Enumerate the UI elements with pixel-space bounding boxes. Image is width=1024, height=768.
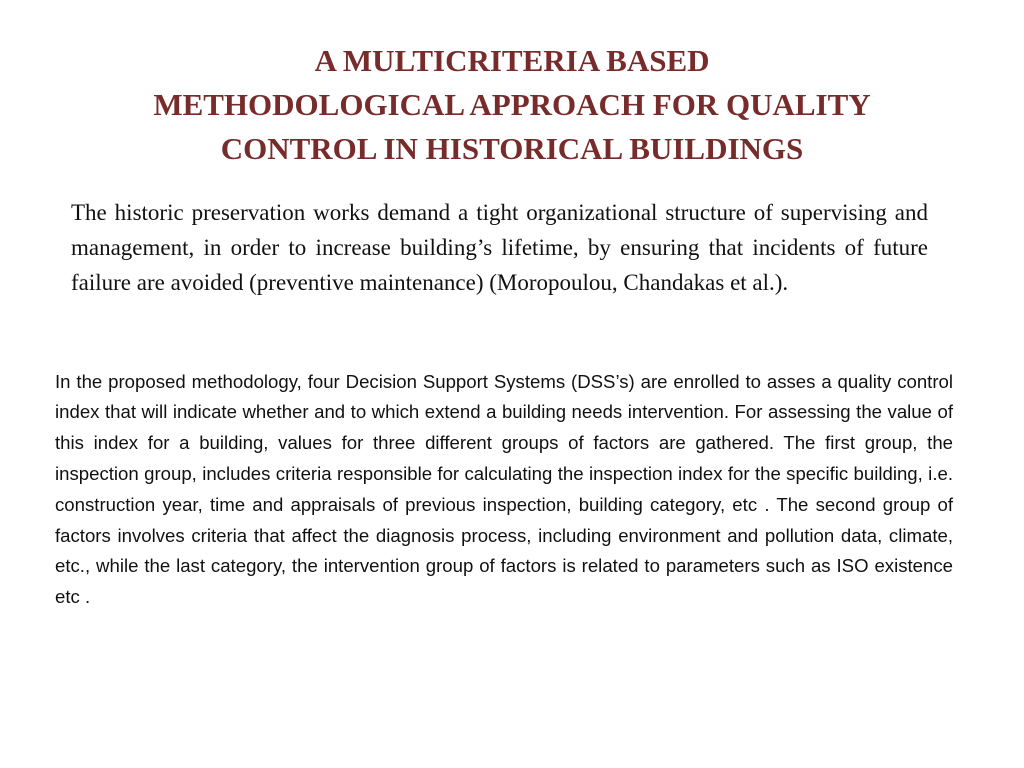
body-paragraph: In the proposed methodology, four Decision Support Systems (DSS’s) are enrolled to asses a quality control index that will indicate whether and to which extend a building needs intervention. For assessing the value of this index for a building, values for three different groups of factors are gathered. The first group, the inspection group, includes criteria responsible for calculating the inspection index for the specific building, i.e. construction year, time and appraisals of previous inspection, building category, etc . The second group of factors involves criteria that affect the diagnosis process, including environment and pollution data, climate, etc., while the last category, the intervention group of factors is related to parameters such as ISO existence etc . — [55, 370, 953, 608]
slide-title-line-2: METHODOLOGICAL APPROACH FOR QUALITY — [153, 86, 871, 122]
lead-paragraph: The historic preservation works demand a tight organizational structure of supervising and management, in order to increase building’s lifetime, by ensuring that incidents of future failure are avoided (preventive maintenance) (Moropoulou, Chandakas et al.). — [71, 200, 928, 295]
slide-title — [60, 39, 964, 171]
slide-title-line-3: CONTROL IN HISTORICAL BUILDINGS — [220, 130, 804, 166]
slide-title-line-1: A MULTICRITERIA BASED — [314, 42, 710, 78]
